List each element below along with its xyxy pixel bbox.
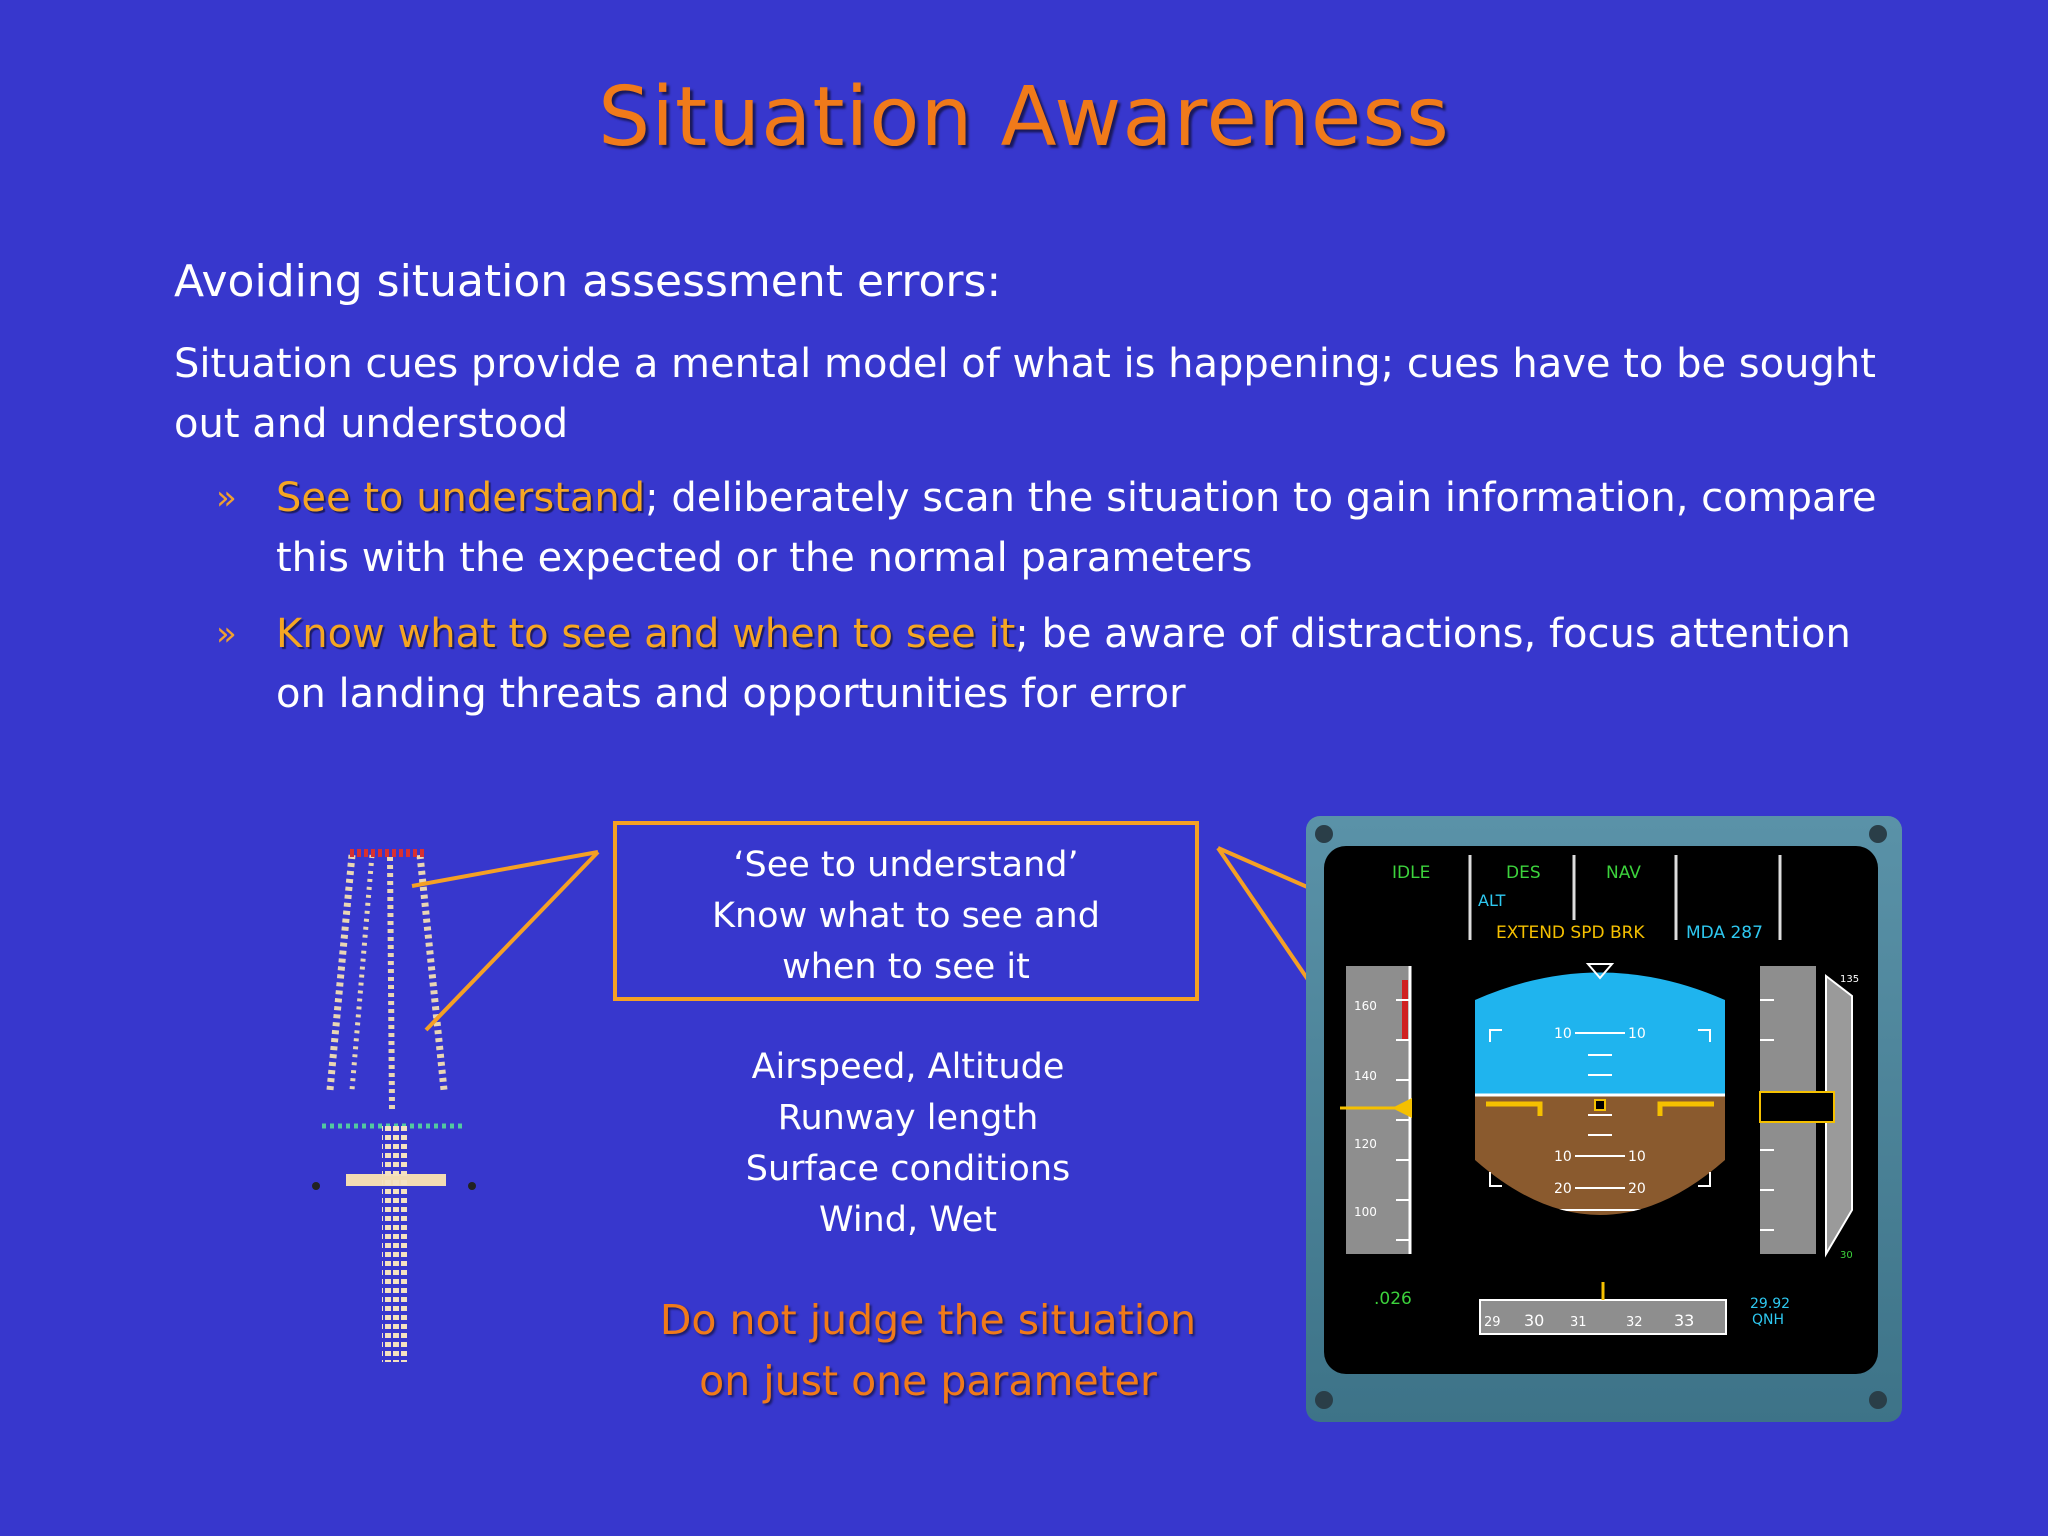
intro-text: Situation cues provide a mental model of what is happening; cues have to be sought out and understood: [174, 341, 1876, 447]
fma-alt: ALT: [1478, 891, 1506, 910]
pitch-label: 10: [1628, 1026, 1646, 1042]
pfd-message: EXTEND SPD BRK: [1496, 923, 1645, 943]
heading-tick: 32: [1626, 1315, 1643, 1330]
slide-title: Situation Awareness: [598, 70, 1450, 165]
speed-tick: 140: [1354, 1069, 1377, 1083]
parameter-item: Runway length: [777, 1098, 1039, 1138]
pitch-label: 10: [1554, 1149, 1572, 1165]
bullet-highlight: See to understand: [276, 475, 646, 521]
alt-tick: 135: [1840, 974, 1860, 985]
pitch-label: 20: [1628, 1181, 1646, 1197]
fma-nav: NAV: [1606, 863, 1641, 883]
fma-idle: IDLE: [1392, 863, 1431, 883]
heading-tick: 31: [1570, 1315, 1587, 1330]
pitch-label: 20: [1554, 1181, 1572, 1197]
pfd-mda: MDA 287: [1686, 923, 1763, 943]
speed-tick: 100: [1354, 1205, 1377, 1219]
primary-flight-display: [1306, 816, 1902, 1422]
baro-setting: 29.92: [1750, 1296, 1791, 1312]
bullet-highlight: Know what to see and when to see it: [276, 611, 1016, 657]
bullet-text: ; be aware of distractions, focus attention on landing threats and opportunities for error: [276, 611, 1851, 717]
speed-tick: 120: [1354, 1137, 1377, 1151]
fma-des: DES: [1506, 863, 1541, 883]
pitch-label: 10: [1628, 1149, 1646, 1165]
heading-tick: 29: [1484, 1315, 1501, 1330]
heading-tick: 30: [1524, 1311, 1545, 1330]
parameter-list: [678, 1042, 1138, 1246]
baro-label: QNH: [1752, 1312, 1785, 1328]
callout-box: [613, 821, 1199, 1001]
section-heading: Avoiding situation assessment errors:: [174, 256, 1002, 307]
bullet-text: ; deliberately scan the situation to gain information, compare this with the expected or the normal parameters: [276, 475, 1877, 581]
pfd-mach: .026: [1374, 1289, 1412, 1309]
heading-tick: 33: [1674, 1311, 1695, 1330]
parameter-item: Wind, Wet: [818, 1200, 998, 1240]
callout-line: ‘See to understand’: [733, 845, 1079, 885]
pitch-label: 10: [1554, 1026, 1572, 1042]
parameter-item: Airspeed, Altitude: [751, 1047, 1065, 1087]
runway-approach-lights: [312, 853, 476, 1362]
bullet-marker: »: [216, 478, 237, 518]
speed-tick: 160: [1354, 999, 1377, 1013]
bullet-marker: »: [216, 614, 237, 654]
warning-text: [628, 1290, 1228, 1412]
warning-line: on just one parameter: [699, 1357, 1157, 1405]
callout-line: when to see it: [782, 947, 1030, 987]
warning-line: Do not judge the situation: [659, 1296, 1197, 1344]
alt-tick: 30: [1840, 1250, 1853, 1261]
parameter-item: Surface conditions: [745, 1149, 1071, 1189]
callout-line: Know what to see and: [712, 896, 1100, 936]
